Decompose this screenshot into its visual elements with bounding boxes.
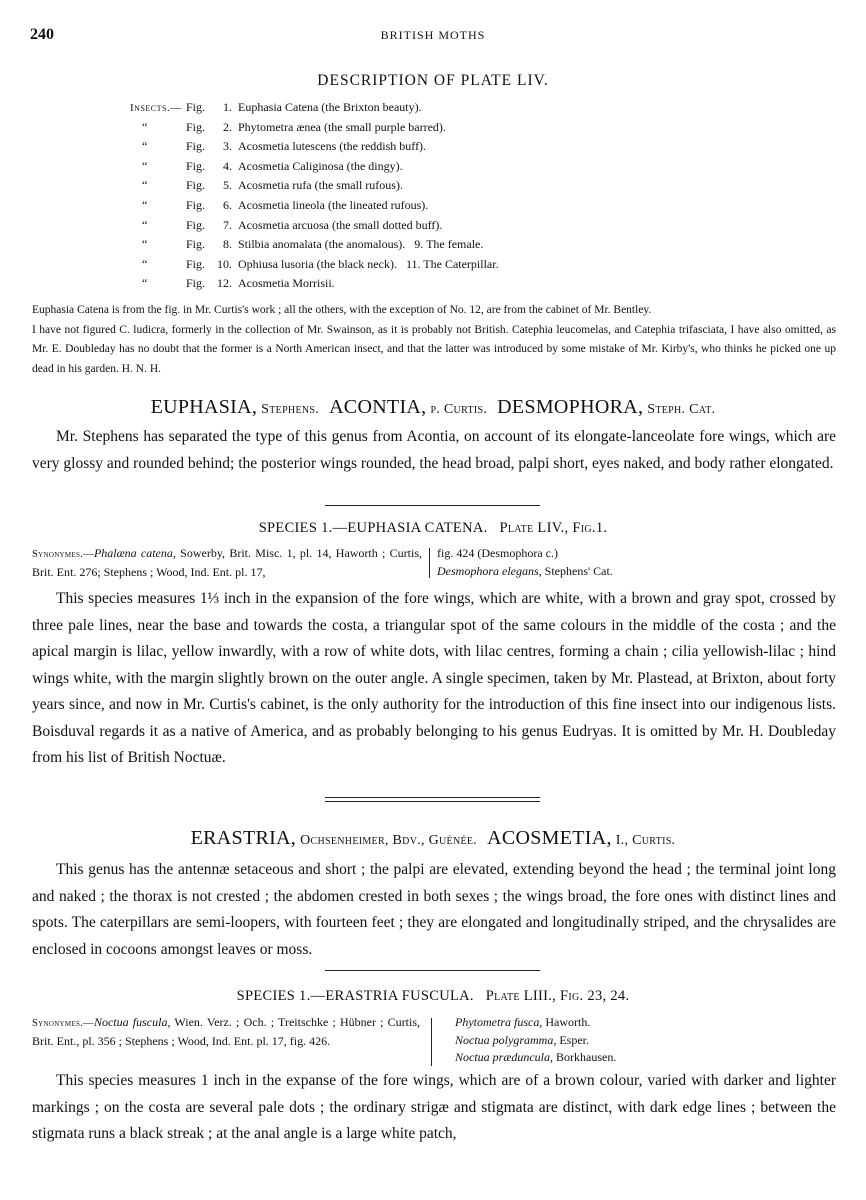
synonymy-left xyxy=(32,1014,420,1050)
synonym-line xyxy=(437,563,767,581)
section-rule xyxy=(325,505,540,506)
species-plate-ref: Plate LIII., Fig. 23, 24. xyxy=(485,988,630,1004)
genus-description-erastria xyxy=(32,857,836,963)
genus-description-euphasia xyxy=(32,424,836,477)
synonym-refs: Sowerby, Brit. Misc. 1, pl. 14, Haworth ; Curtis, Brit. Ent. 276; Stephens ; Wood, Ind. Ent. pl. 17, xyxy=(32,546,423,579)
figure-entry xyxy=(130,274,690,294)
paragraph: This species measures 1 inch in the expanse of the fore wings, which are of a brown colour, varied with darker and lighter markings ; on the costa are several pale dots ; the ordinary strigæ and stigmata are distinct, with dark edge lines ; between the stigmata runs a black streak ; at the anal angle is a large white patch, xyxy=(32,1072,836,1142)
genus-author: Stephens. xyxy=(261,402,320,417)
figure-label: Fig. xyxy=(186,276,206,291)
species-title: SPECIES 1.—ERASTRIA FUSCULA. xyxy=(236,988,474,1004)
genus-name: EUPHASIA, xyxy=(150,396,258,418)
figure-list-lead: Insects.— xyxy=(130,102,182,114)
figure-caption: Phytometra ænea (the small purple barred). xyxy=(238,119,446,134)
synonym-name: Phalæna catena, xyxy=(93,546,176,560)
synonym-name: Noctua præduncula, xyxy=(455,1050,553,1064)
species-description-euphasia-catena xyxy=(32,586,836,772)
section-rule xyxy=(325,970,540,971)
figure-caption: Stilbia anomalata (the anomalous). 9. The female. xyxy=(238,237,484,252)
genus-name: DESMOPHORA, xyxy=(497,396,644,418)
ditto-mark: “ xyxy=(142,197,148,212)
figure-label: Fig. xyxy=(186,178,206,193)
figure-number: 1. xyxy=(223,100,232,114)
synonym-line: fig. 424 (Desmophora c.) xyxy=(437,546,558,560)
figure-entry xyxy=(130,137,690,157)
synonym-name: Phytometra fusca, xyxy=(455,1015,543,1029)
genus-author: Ochsenheimer, Bdv., Guénée. xyxy=(300,833,478,848)
genus-name: ACOSMETIA, xyxy=(487,827,612,849)
ditto-mark: “ xyxy=(142,119,148,134)
paragraph: This species measures 1⅓ inch in the expansion of the fore wings, which are white, with a brown and gray spot, crossed by three pale lines, near the base and towards the costa, a triangular spot of the same colours in the middle of the costa ; and the apical margin is lilac, yellow inwardly, with a row of white dots, with lilac centres, forming a chain ; cilia yellowish-lilac ; hind wings white, with the margin slightly brown on the outer angle. A single specimen, taken by Mr. Plastead, at Brixton, about forty years since, and now in Mr. Curtis's cabinet, is the only authority for the introduction of this fine insect into our indigenous lists. Boisduval regards it as a native of America, and as probably belonging to his genus Eudryas. It is omitted by Mr. H. Doubleday from his list of British Noctuæ. xyxy=(32,590,836,766)
synonymy-divider xyxy=(429,548,430,578)
figure-number: 4. xyxy=(223,158,232,173)
synonym-name: Desmophora elegans, xyxy=(437,563,542,578)
synonym-refs: Esper. xyxy=(556,1032,589,1047)
synonym-refs: Stephens' Cat. xyxy=(541,563,613,578)
synonymy-divider xyxy=(431,1018,432,1066)
synonym-line xyxy=(455,1049,755,1067)
double-rule-top xyxy=(325,797,540,798)
figure-number: 7. xyxy=(223,217,232,232)
figure-entry xyxy=(130,176,690,196)
paragraph: This genus has the antennæ setaceous and short ; the palpi are elevated, extending beyond the head ; the terminal joint long and naked ; the thorax is not crested ; the abdomen crested in both sexes ; the wings broad, the fore ones with distinct lines and spots. The caterpillars are semi-loopers, with fourteen feet ; they are elongated and longitudinally striped, and the chrysalides are enclosed in cocoons amongst leaves or moss. xyxy=(32,861,836,958)
figure-label: Fig. xyxy=(186,139,206,154)
species-title: SPECIES 1.—EUPHASIA CATENA. xyxy=(258,520,488,536)
figure-label: Fig. xyxy=(186,158,206,173)
figure-caption: Acosmetia lineola (the lineated rufous). xyxy=(238,197,429,212)
synonym-line xyxy=(455,1032,755,1050)
running-head xyxy=(30,26,836,46)
figure-entry xyxy=(130,235,690,255)
species-heading-euphasia-catena xyxy=(0,520,866,537)
synonym-refs: Wien. Verz. ; Och. ; Treitschke ; Hübner ; Curtis, Brit. Ent., pl. 356 ; Stephens ; Wood, Ind. Ent. pl. 17, fig. 426. xyxy=(32,1015,421,1048)
figure-caption: Ophiusa lusoria (the black neck). 11. The Caterpillar. xyxy=(238,256,499,271)
ditto-mark: “ xyxy=(142,178,148,193)
genus-name: ERASTRIA, xyxy=(190,827,297,849)
figure-entry xyxy=(130,118,690,138)
figure-number: 6. xyxy=(223,197,232,212)
figure-number: 2. xyxy=(223,119,232,134)
figure-caption: Acosmetia Caliginosa (the dingy). xyxy=(238,158,403,173)
plate-title: DESCRIPTION OF PLATE LIV. xyxy=(317,72,549,89)
synonymy-lead: Synonymes.— xyxy=(32,1018,94,1029)
genus-name: ACONTIA, xyxy=(329,396,427,418)
figure-number: 12. xyxy=(217,276,232,291)
figure-caption: Euphasia Catena (the Brixton beauty). xyxy=(238,100,422,114)
genus-author: p. Curtis. xyxy=(430,402,488,417)
running-title: BRITISH MOTHS xyxy=(380,28,486,42)
genus-heading-euphasia xyxy=(0,396,866,419)
double-rule-bottom xyxy=(325,801,540,802)
ditto-mark: “ xyxy=(142,237,148,252)
figure-entry xyxy=(130,98,690,118)
genus-heading-erastria xyxy=(0,827,866,850)
figure-caption: Acosmetia lutescens (the reddish buff). xyxy=(238,139,427,154)
species-description-erastria-fuscula xyxy=(32,1068,836,1148)
synonymy-left xyxy=(32,545,422,581)
figure-label: Fig. xyxy=(186,197,206,212)
plate-figure-list xyxy=(130,98,690,294)
figure-entry xyxy=(130,255,690,275)
figure-entry xyxy=(130,196,690,216)
plate-note: Euphasia Catena is from the fig. in Mr. Curtis's work ; all the others, with the exception of No. 12, are from the cabinet of Mr. Bentley. xyxy=(32,304,652,316)
species-plate-ref: Plate LIV., Fig.1. xyxy=(499,520,608,536)
genus-author: I., Curtis. xyxy=(615,833,676,848)
synonym-name: Noctua fuscula, xyxy=(93,1015,171,1029)
figure-entry xyxy=(130,216,690,236)
synonymy-right xyxy=(437,545,767,580)
species-heading-erastria-fuscula xyxy=(0,988,866,1005)
figure-number: 10. xyxy=(217,256,232,271)
figure-label: Fig. xyxy=(186,119,206,134)
figure-label: Fig. xyxy=(186,237,206,252)
figure-number: 5. xyxy=(223,178,232,193)
figure-label: Fig. xyxy=(186,217,206,232)
synonymy-lead: Synonymes.— xyxy=(32,549,94,560)
page-number: 240 xyxy=(30,26,54,43)
figure-caption: Acosmetia Morrisii. xyxy=(238,276,335,291)
synonym-refs: Haworth. xyxy=(542,1015,591,1029)
ditto-mark: “ xyxy=(142,139,148,154)
synonym-line xyxy=(455,1014,755,1032)
plate-note: I have not figured C. ludicra, formerly in the collection of Mr. Swainson, as it is probably not British. Catephia leucomelas, and Catephia trifasciata, I have also omitted, as Mr. E. Doubleday has no doubt that the former is a North American insect, and that the latter was introduced by some mistake of Mr. Kirby's, who thinks he picked one up dead in his garden. H. N. H. xyxy=(32,323,836,375)
ditto-mark: “ xyxy=(142,158,148,173)
genus-author: Steph. Cat. xyxy=(647,402,716,417)
ditto-mark: “ xyxy=(142,217,148,232)
plate-notes xyxy=(32,301,836,379)
synonym-name: Noctua polygramma, xyxy=(455,1032,557,1047)
synonym-refs: Borkhausen. xyxy=(553,1050,617,1064)
figure-number: 3. xyxy=(223,139,232,154)
figure-caption: Acosmetia rufa (the small rufous). xyxy=(238,178,403,193)
figure-entry xyxy=(130,157,690,177)
figure-number: 8. xyxy=(223,237,232,252)
ditto-mark: “ xyxy=(142,276,148,291)
synonymy-right xyxy=(455,1014,755,1067)
figure-caption: Acosmetia arcuosa (the small dotted buff). xyxy=(238,217,443,232)
paragraph: Mr. Stephens has separated the type of this genus from Acontia, on account of its elongate-lanceolate fore wings, which are very glossy and rounded behind; the posterior wings rounded, the head broad, palpi short, eyes naked, and body rather elongated. xyxy=(32,428,836,472)
ditto-mark: “ xyxy=(142,256,148,271)
figure-label: Fig. xyxy=(186,256,206,271)
figure-label: Fig. xyxy=(186,100,206,114)
